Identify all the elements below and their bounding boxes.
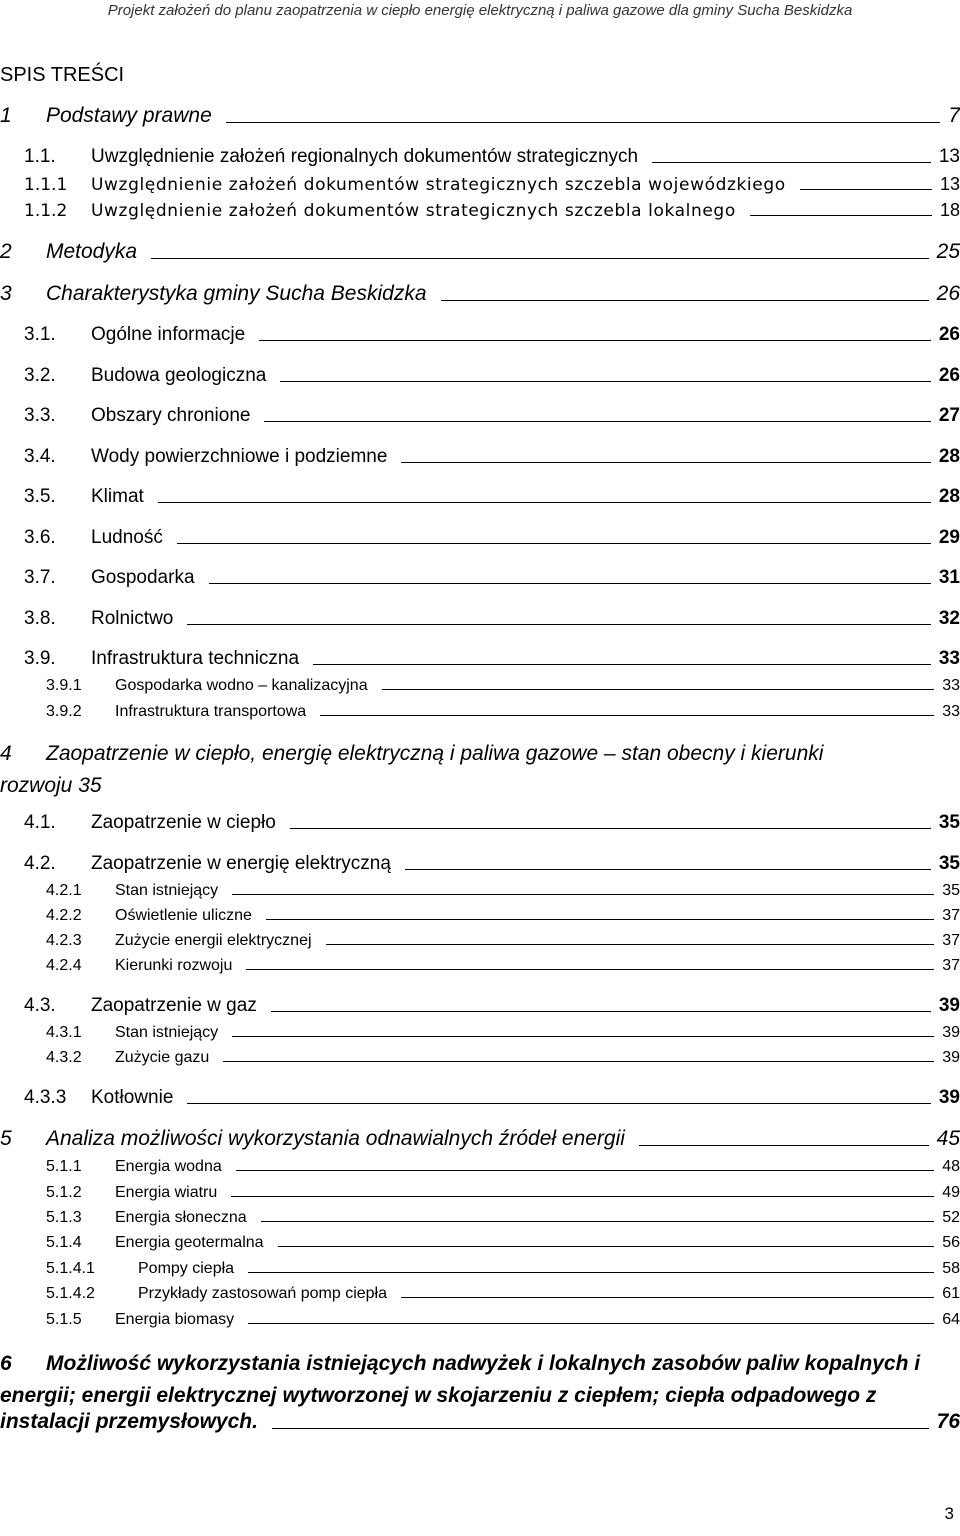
toc-entry[interactable]: [0, 486, 960, 508]
toc-entry-title: Energia słoneczna: [115, 1209, 247, 1226]
toc-entry-title: Stan istniejący: [115, 882, 219, 899]
toc-entry-number: 3.5.: [24, 486, 56, 507]
toc-entry-number: 3.9.: [24, 648, 56, 669]
toc-entry-title-continued: energii; energii elektrycznej wytworzonej w skojarzeniu z ciepłem; ciepła odpadowego z: [0, 1384, 877, 1407]
toc-entry-last-line[interactable]: [0, 1410, 960, 1434]
toc-entry-number: 5.1.4.1: [46, 1260, 95, 1277]
toc-entry-title: Uwzględnienie założeń regionalnych dokumentów strategicznych: [91, 146, 639, 167]
toc-entry-number: 3.1.: [24, 324, 56, 345]
toc-entry-title: Obszary chronione: [91, 405, 251, 426]
toc-entry[interactable]: [0, 365, 960, 387]
toc-entry-title: Ludność: [91, 527, 163, 548]
toc-entry-title: Przykłady zastosowań pomp ciepła: [138, 1285, 388, 1302]
toc-entry-page: 39: [938, 1087, 960, 1108]
toc-entry-number: 5.1.3: [46, 1209, 82, 1226]
toc-entry-page: 26: [938, 365, 960, 386]
toc-entry-number: 1.1.2: [24, 201, 68, 221]
toc-entry-page: 37: [942, 932, 960, 949]
toc-entry[interactable]: [0, 1024, 960, 1042]
toc-entry-title: Infrastruktura techniczna: [91, 648, 300, 669]
toc-leader: [441, 300, 929, 301]
toc-entry[interactable]: [0, 200, 960, 221]
toc-entry-page: 13: [939, 174, 960, 194]
toc-entry-number: 4.2.1: [46, 882, 82, 899]
toc-entry-title: Uwzględnienie założeń dokumentów strategicznych szczebla lokalnego: [91, 201, 736, 221]
toc-entry-title: Energia wiatru: [115, 1184, 218, 1201]
toc-entry-page: 45: [936, 1127, 960, 1150]
toc-entry[interactable]: [0, 648, 960, 670]
toc-entry-title: Energia wodna: [115, 1158, 222, 1175]
toc-entry-number: 3.6.: [24, 527, 56, 548]
toc-entry-page: 52: [942, 1209, 960, 1226]
toc-entry[interactable]: [0, 1049, 960, 1067]
toc-entry-number: 3.3.: [24, 405, 56, 426]
toc-entry-title: Energia geotermalna: [115, 1234, 264, 1251]
toc-entry-page: 39: [942, 1024, 960, 1041]
toc-entry-multiline[interactable]: [0, 738, 960, 802]
toc-leader: [382, 689, 935, 690]
toc-entry-page: 7: [948, 104, 960, 127]
toc-leader: [280, 381, 931, 382]
toc-entry[interactable]: [0, 853, 960, 875]
page-number: 3: [944, 1504, 954, 1523]
toc-entry[interactable]: [0, 1285, 960, 1303]
toc-entry-number: 1: [0, 104, 12, 127]
toc-entry-number: 4.3.1: [46, 1024, 82, 1041]
toc-entry-number: 2: [0, 240, 12, 263]
toc-entry-page: 33: [938, 648, 960, 669]
toc-leader: [226, 122, 941, 123]
toc-entry-number: 4.2.4: [46, 957, 82, 974]
toc-leader: [261, 1221, 935, 1222]
toc-entry-title: Gospodarka wodno – kanalizacyjna: [115, 677, 368, 694]
toc-entry-title: Zaopatrzenie w ciepło: [91, 812, 276, 833]
toc-entry-multiline[interactable]: [0, 1348, 960, 1412]
toc-leader: [248, 1323, 934, 1324]
toc-entry-page: 13: [938, 146, 960, 167]
toc-leader: [223, 1061, 934, 1062]
toc-leader: [177, 543, 931, 544]
toc-leader: [271, 1011, 931, 1012]
toc-entry[interactable]: [0, 608, 960, 630]
toc-entry-page: 39: [938, 995, 960, 1016]
toc-entry-title: Ogólne informacje: [91, 324, 246, 345]
toc-entry-number: 5: [0, 1127, 12, 1150]
toc-entry[interactable]: [0, 1311, 960, 1329]
toc-leader: [236, 1170, 934, 1171]
toc-entry-title-continued: instalacji przemysłowych.: [0, 1410, 258, 1433]
toc-leader: [264, 421, 930, 422]
toc-entry-title: Zaopatrzenie w ciepło, energię elektryczną i paliwa gazowe – stan obecny i kierunki: [46, 742, 824, 765]
toc-entry-title: Uwzględnienie założeń dokumentów strategicznych szczebla wojewódzkiego: [91, 175, 786, 195]
toc-entry-number: 5.1.4.2: [46, 1285, 95, 1302]
toc-entry-title: Metodyka: [46, 240, 138, 263]
toc-entry-page: 35: [942, 882, 960, 899]
toc-entry-title: Kierunki rozwoju: [115, 957, 233, 974]
toc-entry[interactable]: [0, 324, 960, 346]
toc-entry[interactable]: [0, 995, 960, 1017]
toc-leader: [652, 162, 931, 163]
toc-entry[interactable]: [0, 812, 960, 834]
toc-entry-title: Wody powierzchniowe i podziemne: [91, 446, 388, 467]
toc-leader: [290, 828, 931, 829]
toc-entry[interactable]: [0, 677, 960, 695]
toc-entry[interactable]: [0, 1260, 960, 1278]
toc-entry-title: Klimat: [91, 486, 144, 507]
toc-entry[interactable]: [0, 405, 960, 427]
toc-entry-number: 4.2.3: [46, 932, 82, 949]
toc-leader: [231, 1196, 934, 1197]
toc-entry-page: 35: [938, 853, 960, 874]
toc-entry[interactable]: [0, 1209, 960, 1227]
toc-entry[interactable]: [0, 1184, 960, 1202]
toc-entry[interactable]: [0, 240, 960, 264]
toc-entry-number: 5.1.4: [46, 1234, 82, 1251]
toc-entry[interactable]: [0, 1234, 960, 1252]
toc-entry[interactable]: [0, 446, 960, 468]
toc-entry-page: 61: [942, 1285, 960, 1302]
toc-leader: [639, 1145, 929, 1146]
toc-entry-page: 56: [942, 1234, 960, 1251]
toc-entry-title: Zaopatrzenie w gaz: [91, 995, 257, 1016]
toc-leader: [320, 715, 934, 716]
toc-entry-title: Podstawy prawne: [46, 104, 212, 127]
toc-entry-page: 76: [936, 1410, 960, 1433]
toc-entry-page: 37: [942, 957, 960, 974]
toc-entry-number: 4.2.: [24, 853, 56, 874]
toc-entry-title: Gospodarka: [91, 567, 195, 588]
toc-leader: [278, 1246, 935, 1247]
toc-entry-page: 33: [942, 703, 960, 720]
toc-entry-number: 3.4.: [24, 446, 56, 467]
toc-entry-number: 5.1.1: [46, 1158, 82, 1175]
toc-entry-number: 3.9.1: [46, 677, 82, 694]
toc-leader: [313, 664, 931, 665]
toc-leader: [158, 502, 931, 503]
toc-entry-page: 28: [938, 486, 960, 507]
toc-entry-title: Zużycie energii elektrycznej: [115, 932, 312, 949]
toc-entry[interactable]: [0, 1087, 960, 1109]
toc-entry-page: 26: [938, 324, 960, 345]
toc-entry-title: Pompy ciepła: [138, 1260, 235, 1277]
toc-leader: [248, 1272, 934, 1273]
toc-entry[interactable]: [0, 907, 960, 925]
toc-entry-number: 4.3.2: [46, 1049, 82, 1066]
toc-entry-number: 6: [0, 1352, 12, 1375]
toc-entry-number: 3: [0, 282, 12, 305]
toc-entry-title-continued: rozwoju 35: [0, 774, 102, 797]
toc-leader: [187, 1103, 930, 1104]
toc-entry[interactable]: [0, 932, 960, 950]
toc-leader: [266, 919, 934, 920]
toc-entry-number: 3.7.: [24, 567, 56, 588]
toc-entry-title: Charakterystyka gminy Sucha Beskidzka: [46, 282, 427, 305]
toc-entry-number: 4: [0, 742, 12, 765]
toc-entry[interactable]: [0, 174, 960, 195]
toc-entry-page: 58: [942, 1260, 960, 1277]
toc-entry-title: Zużycie gazu: [115, 1049, 210, 1066]
toc-entry[interactable]: [0, 703, 960, 721]
toc-leader: [800, 189, 932, 190]
toc-entry-page: 25: [936, 240, 960, 263]
toc-leader: [187, 624, 930, 625]
running-header: Projekt założeń do planu zaopatrzenia w ciepło energię elektryczną i paliwa gazowe dla gminy Sucha Beskidzka: [107, 2, 853, 19]
toc-entry[interactable]: [0, 1158, 960, 1176]
toc-entry-title: Analiza możliwości wykorzystania odnawialnych źródeł energii: [46, 1127, 625, 1150]
toc-entry-number: 5.1.5: [46, 1311, 82, 1328]
toc-leader: [209, 583, 931, 584]
toc-entry-number: 4.2.2: [46, 907, 82, 924]
toc-entry-title: Oświetlenie uliczne: [115, 907, 252, 924]
toc-entry-number: 4.3.3: [24, 1087, 67, 1108]
toc-title: SPIS TREŚCI: [0, 64, 125, 86]
toc-entry-title: Możliwość wykorzystania istniejących nadwyżek i lokalnych zasobów paliw kopalnych i: [46, 1352, 921, 1375]
toc-entry[interactable]: [0, 527, 960, 549]
toc-entry-page: 27: [938, 405, 960, 426]
toc-entry-page: 32: [938, 608, 960, 629]
toc-entry-number: 3.9.2: [46, 703, 82, 720]
toc-entry-title: Energia biomasy: [115, 1311, 235, 1328]
toc-leader: [246, 969, 934, 970]
toc-entry[interactable]: [0, 146, 960, 168]
toc-entry[interactable]: [0, 104, 960, 128]
toc-entry[interactable]: [0, 282, 960, 306]
toc-entry-number: 5.1.2: [46, 1184, 82, 1201]
toc-entry-page: 18: [939, 200, 960, 220]
toc-entry-number: 1.1.: [24, 146, 56, 167]
toc-entry[interactable]: [0, 1127, 960, 1151]
toc-entry-page: 33: [942, 677, 960, 694]
toc-entry-number: 4.3.: [24, 995, 56, 1016]
toc-leader: [259, 340, 931, 341]
toc-leader: [750, 215, 932, 216]
toc-entry-page: 26: [936, 282, 960, 305]
toc-entry-title: Infrastruktura transportowa: [115, 703, 307, 720]
toc-entry[interactable]: [0, 567, 960, 589]
toc-leader: [401, 462, 930, 463]
toc-entry-page: 64: [942, 1311, 960, 1328]
toc-entry-number: 3.8.: [24, 608, 56, 629]
toc-entry-title: Stan istniejący: [115, 1024, 219, 1041]
toc-entry-page: 49: [942, 1184, 960, 1201]
toc-entry-number: 4.1.: [24, 812, 56, 833]
toc-entry-page: 35: [938, 812, 960, 833]
toc-entry[interactable]: [0, 957, 960, 975]
toc-entry-number: 3.2.: [24, 365, 56, 386]
toc-entry[interactable]: [0, 882, 960, 900]
toc-leader: [272, 1428, 929, 1429]
toc-entry-title: Zaopatrzenie w energię elektryczną: [91, 853, 391, 874]
toc-entry-page: 37: [942, 907, 960, 924]
toc-leader: [405, 869, 931, 870]
toc-leader: [151, 258, 929, 259]
toc-leader: [232, 894, 934, 895]
toc-entry-page: 29: [938, 527, 960, 548]
toc-entry-title: Kotłownie: [91, 1087, 174, 1108]
toc-leader: [232, 1036, 934, 1037]
toc-entry-page: 48: [942, 1158, 960, 1175]
toc-entry-title: Rolnictwo: [91, 608, 174, 629]
toc-entry-page: 39: [942, 1049, 960, 1066]
toc-entry-page: 31: [938, 567, 960, 588]
toc-leader: [326, 944, 935, 945]
toc-entry-page: 28: [938, 446, 960, 467]
toc-entry-title: Budowa geologiczna: [91, 365, 267, 386]
toc-entry-number: 1.1.1: [24, 175, 68, 195]
toc-leader: [401, 1297, 934, 1298]
